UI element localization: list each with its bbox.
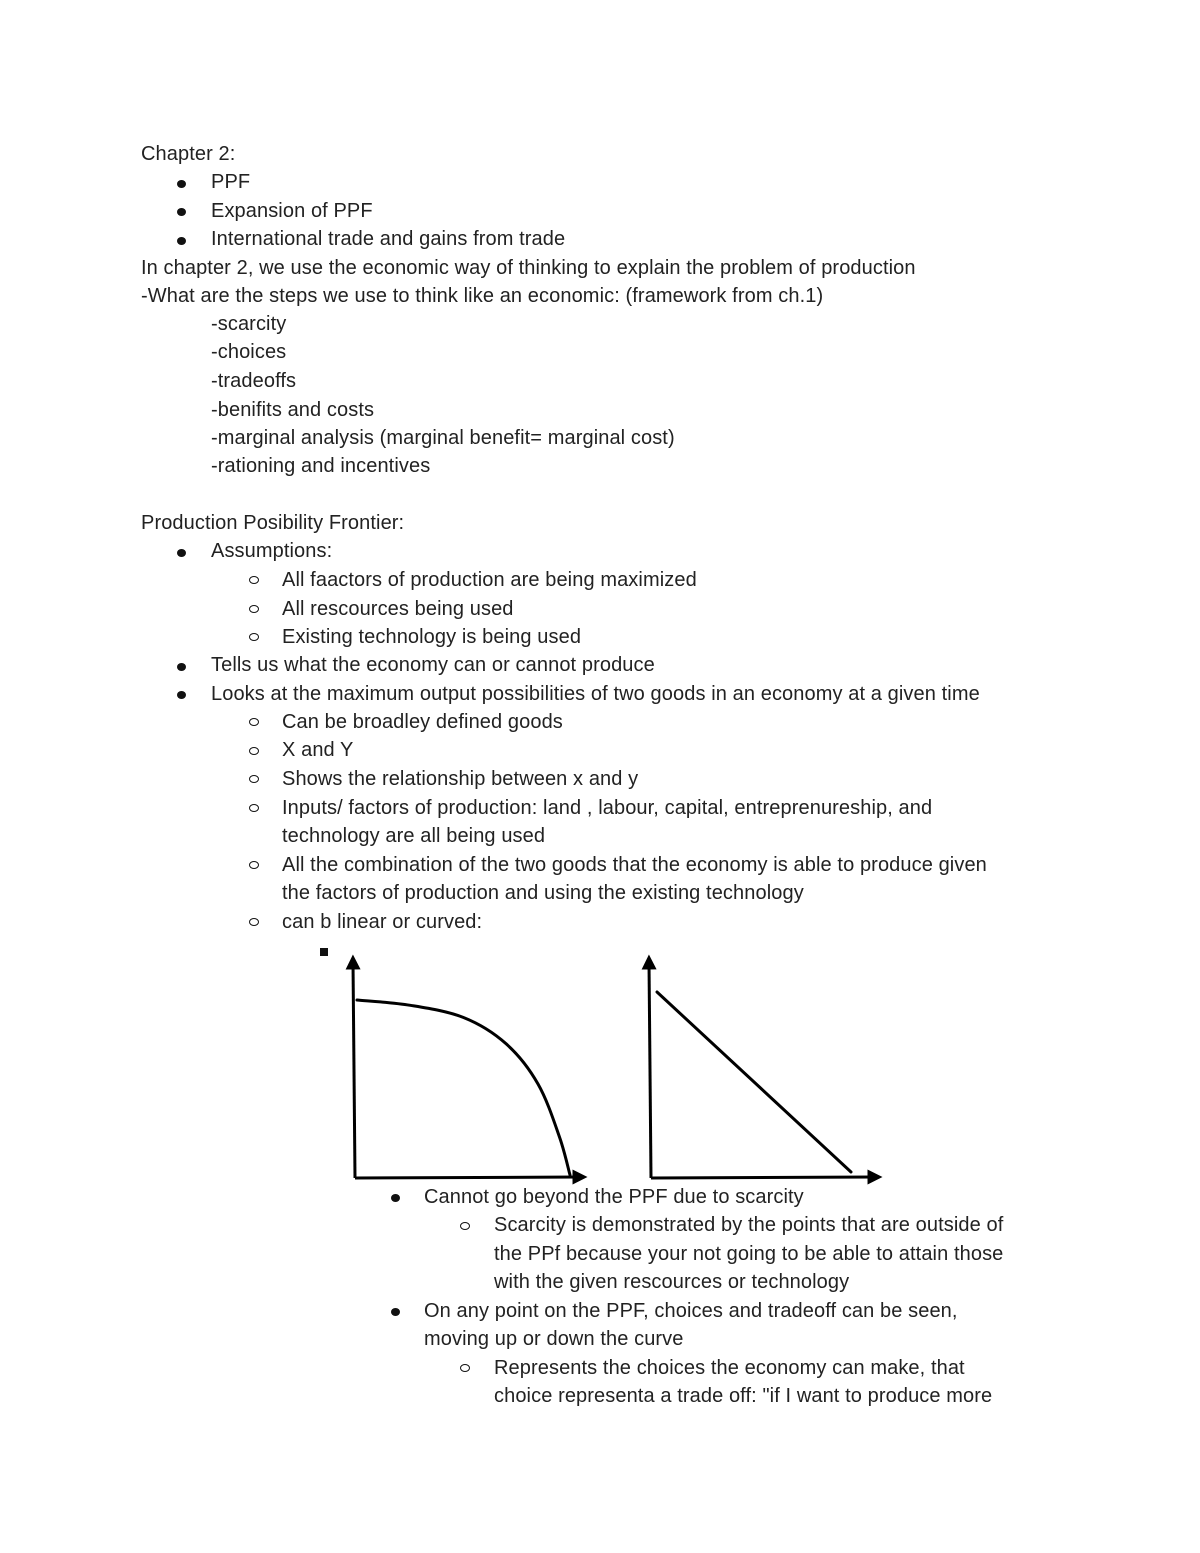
assumptions-label: Assumptions: [211,540,333,562]
choices-subitem: choice representa a trade off: "if I want to produce more [494,1385,993,1407]
tells-us-item: Tells us what the economy can or cannot produce [211,654,655,676]
circle-bullet-icon [249,804,259,812]
step-item: -tradeoffs [211,370,297,392]
circle-bullet-icon [249,605,259,613]
bullet-icon [177,180,186,188]
topic-item: Expansion of PPF [211,200,373,222]
circle-bullet-icon [249,747,259,755]
looks-at-subitem: technology are all being used [282,825,546,847]
circle-bullet-icon [460,1364,470,1372]
step-item: -choices [211,341,287,363]
looks-at-subitem: X and Y [282,739,354,761]
circle-bullet-icon [249,918,259,926]
topic-item: PPF [211,171,251,193]
looks-at-subitem: the factors of production and using the existing technology [282,882,804,904]
circle-bullet-icon [249,633,259,641]
y-axis [649,962,651,1178]
step-item: -rationing and incentives [211,455,431,477]
ppf-curve [357,1000,570,1175]
x-axis [355,1177,580,1178]
circle-bullet-icon [249,576,259,584]
ppf-curved-graph [330,950,600,1195]
circle-bullet-icon [249,775,259,783]
looks-at-subitem: All the combination of the two goods that the economy is able to produce given [282,854,987,876]
step-item: -marginal analysis (marginal benefit= marginal cost) [211,427,675,449]
bullet-icon [391,1308,400,1316]
chapter-heading: Chapter 2: [141,143,236,165]
scarcity-subitem: the PPf because your not going to be able to attain those [494,1243,1004,1265]
choices-point: moving up or down the curve [424,1328,684,1350]
choices-point: On any point on the PPF, choices and tradeoff can be seen, [424,1300,958,1322]
y-axis [353,962,355,1178]
looks-at-subitem: Shows the relationship between x and y [282,768,639,790]
assumption-item: Existing technology is being used [282,626,582,648]
square-bullet-icon [320,948,328,956]
scarcity-subitem: with the given rescources or technology [494,1271,850,1293]
bullet-icon [177,237,186,245]
assumption-item: All faactors of production are being maximized [282,569,697,591]
scarcity-point: Cannot go beyond the PPF due to scarcity [424,1186,804,1208]
scarcity-subitem: Scarcity is demonstrated by the points that are outside of [494,1214,1004,1236]
circle-bullet-icon [249,861,259,869]
looks-at-subitem: Inputs/ factors of production: land , labour, capital, entreprenureship, and [282,797,933,819]
steps-question: -What are the steps we use to think like an economic: (framework from ch.1) [141,285,824,307]
bullet-icon [177,208,186,216]
bullet-icon [177,663,186,671]
looks-at-subitem: can b linear or curved: [282,911,483,933]
ppf-line [657,992,851,1172]
looks-at-item: Looks at the maximum output possibilities of two goods in an economy at a given time [211,683,980,705]
bullet-icon [391,1194,400,1202]
topic-item: International trade and gains from trade [211,228,566,250]
ppf-heading: Production Posibility Frontier: [141,512,405,534]
step-item: -benifits and costs [211,399,375,421]
intro-text: In chapter 2, we use the economic way of thinking to explain the problem of production [141,257,916,279]
looks-at-subitem: Can be broadley defined goods [282,711,563,733]
circle-bullet-icon [249,718,259,726]
step-item: -scarcity [211,313,287,335]
x-axis [651,1177,875,1178]
ppf-linear-graph [625,950,895,1195]
choices-subitem: Represents the choices the economy can make, that [494,1357,965,1379]
bullet-icon [177,691,186,699]
circle-bullet-icon [460,1222,470,1230]
assumption-item: All rescources being used [282,598,514,620]
bullet-icon [177,549,186,557]
